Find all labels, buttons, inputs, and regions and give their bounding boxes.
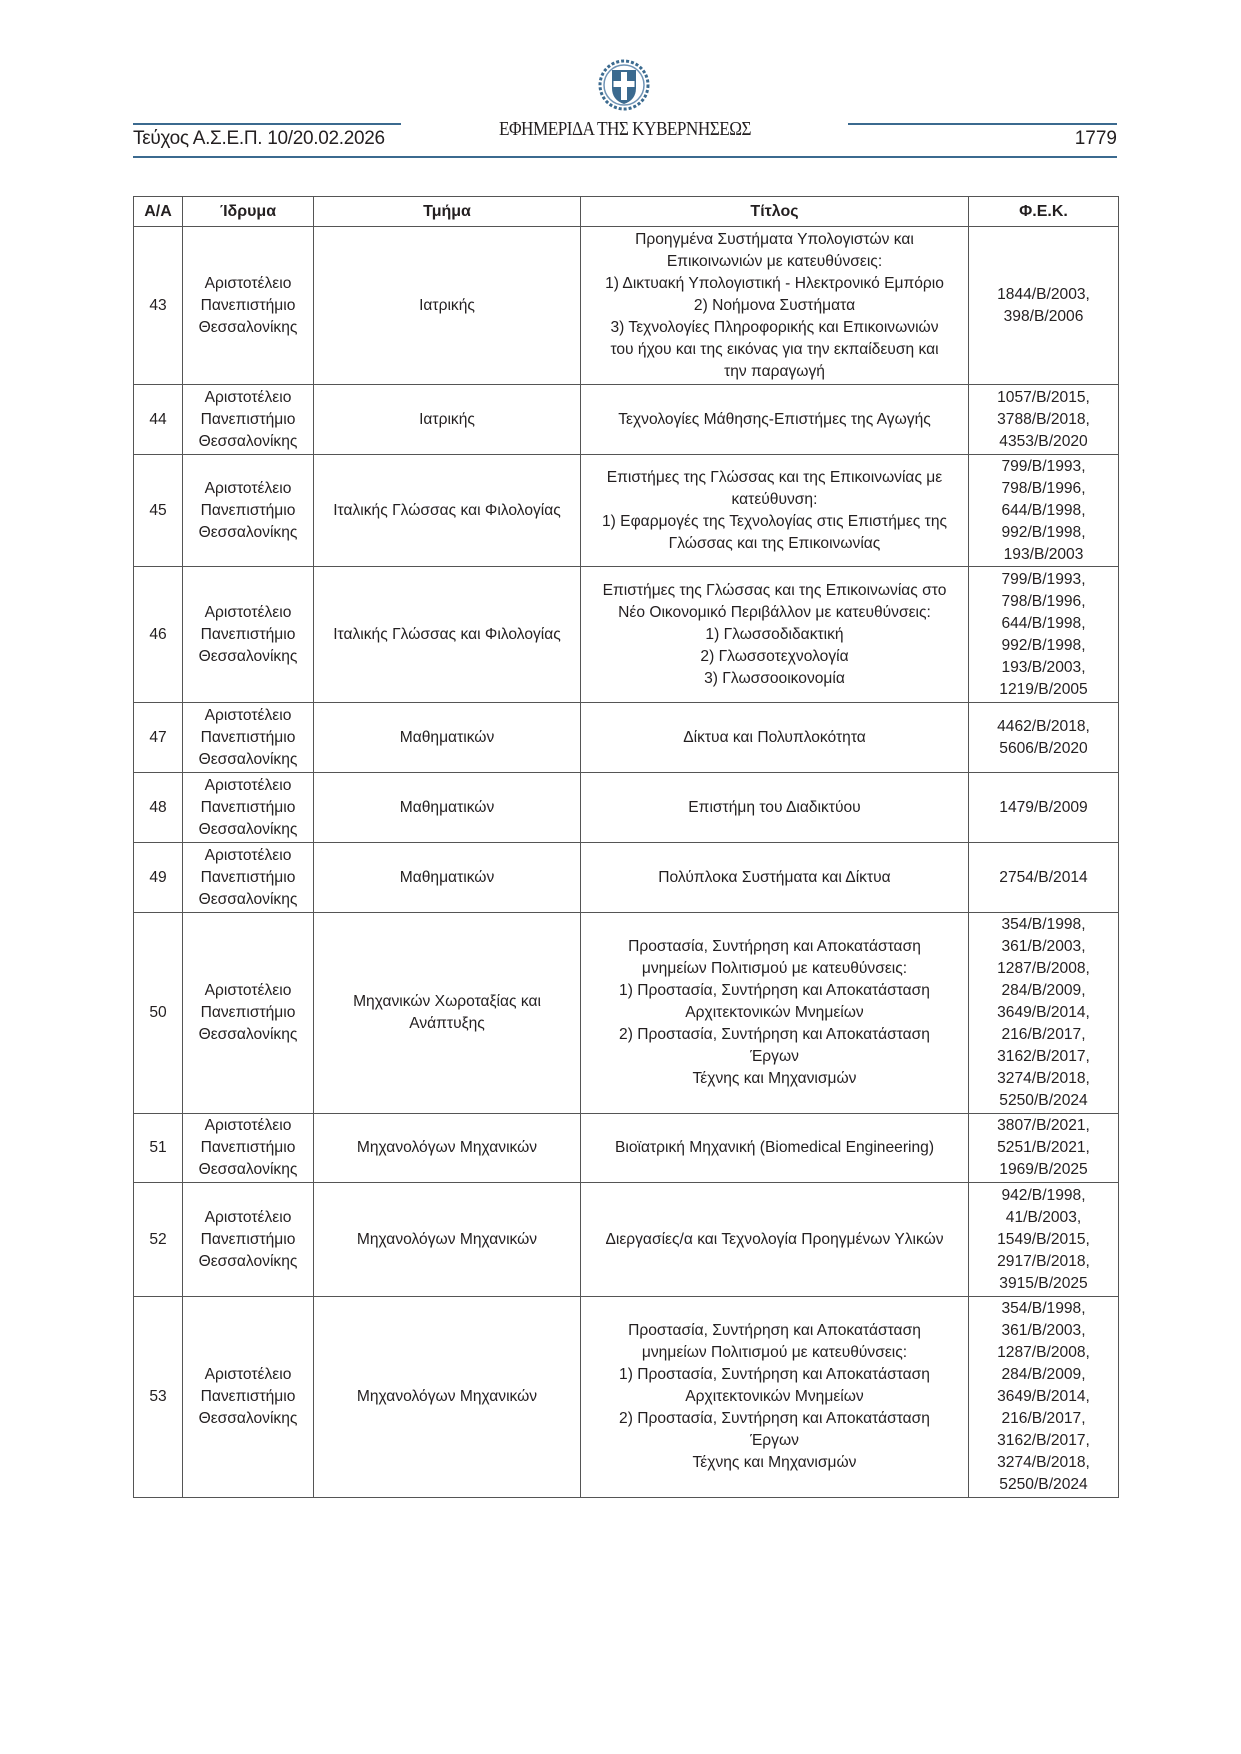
row-fek-line: 798/Β/1996, — [1001, 479, 1086, 497]
row-fek-line: 1549/Β/2015, — [997, 1230, 1090, 1248]
row-fek-line: 799/Β/1993, — [1001, 457, 1086, 475]
row-title-line: Προστασία, Συντήρηση και Αποκατάσταση — [628, 1322, 921, 1339]
row-title-line: του ήχου και της εικόνας για την εκπαίδευση και — [610, 340, 939, 358]
row-fek-line: 398/Β/2006 — [1003, 307, 1084, 325]
issue-label: Τεύχος Α.Σ.Ε.Π. 10/20.02.2026 — [133, 128, 385, 149]
row-title-line: Επιστήμη του Διαδικτύου — [688, 798, 861, 816]
row-institution — [183, 1297, 314, 1498]
row-title-line: Πολύπλοκα Συστήματα και Δίκτυα — [658, 868, 891, 886]
row-department-line: Μαθηματικών — [399, 868, 495, 886]
row-title-line: κατεύθυνση: — [731, 490, 818, 508]
table-row — [134, 1183, 1119, 1297]
row-number: 48 — [134, 773, 183, 843]
row-fek-line: 4353/Β/2020 — [999, 432, 1088, 450]
row-institution-line: Πανεπιστήμιο — [200, 1139, 296, 1156]
row-title-line: Επιστήμες της Γλώσσας και της Επικοινωνίας στο — [602, 581, 947, 599]
row-title-line: Βιοϊατρική Μηχανική (Biomedical Engineering) — [614, 1139, 935, 1156]
row-fek-line: 799/Β/1993, — [1001, 570, 1086, 588]
row-title — [581, 913, 969, 1114]
row-fek — [969, 1183, 1119, 1297]
row-fek-line: 3915/Β/2025 — [999, 1274, 1088, 1292]
row-department-line: Ιταλικής Γλώσσας και Φιλολογίας — [333, 501, 561, 519]
row-title-line: 2) Προστασία, Συντήρηση και Αποκατάσταση — [619, 1026, 930, 1043]
row-title-line: Επικοινωνιών με κατευθύνσεις: — [666, 252, 883, 270]
row-institution — [183, 773, 314, 843]
row-institution-line: Αριστοτέλειο — [204, 982, 292, 999]
header-rule-bottom — [133, 156, 1117, 158]
row-department-line: Μαθηματικών — [399, 728, 495, 746]
row-department — [314, 567, 581, 703]
row-title-line: 3) Τεχνολογίες Πληροφορικής και Επικοινωνιών — [610, 318, 939, 336]
row-number: 44 — [134, 385, 183, 455]
column-header-aa: Α/Α — [134, 197, 183, 227]
row-fek-line: 3274/Β/2018, — [997, 1070, 1090, 1087]
row-title-line: Τεχνολογίες Μάθησης-Επιστήμες της Αγωγής — [618, 410, 931, 428]
row-fek — [969, 385, 1119, 455]
row-institution — [183, 567, 314, 703]
row-institution-line: Αριστοτέλειο — [204, 388, 292, 406]
column-header-institution: Ίδρυμα — [183, 197, 314, 227]
row-fek — [969, 227, 1119, 385]
row-number: 43 — [134, 227, 183, 385]
row-fek-line: 3162/Β/2017, — [997, 1048, 1090, 1065]
row-institution-line: Αριστοτέλειο — [204, 706, 292, 724]
row-fek-line: 216/Β/2017, — [1001, 1026, 1086, 1043]
row-department — [314, 455, 581, 567]
table-row — [134, 843, 1119, 913]
row-title-line: μνημείων Πολιτισμού με κατευθύνσεις: — [641, 1344, 908, 1361]
table-body — [134, 227, 1119, 1498]
row-title-line: Αρχιτεκτονικών Μνημείων — [685, 1388, 864, 1405]
row-institution-line: Θεσσαλονίκης — [198, 647, 298, 665]
row-department — [314, 843, 581, 913]
row-fek-line: 1844/Β/2003, — [997, 285, 1090, 303]
row-institution-line: Αριστοτέλειο — [204, 274, 292, 292]
gazette-title: ΕΦΗΜΕΡΙΔΑ ΤΗΣ ΚΥΒΕΡΝΗΣΕΩΣ — [498, 118, 752, 140]
row-fek-line: 1057/Β/2015, — [997, 388, 1090, 406]
row-fek — [969, 1114, 1119, 1183]
row-institution-line: Πανεπιστήμιο — [200, 868, 296, 886]
row-institution-line: Πανεπιστήμιο — [200, 296, 296, 314]
row-title — [581, 1183, 969, 1297]
programs-table — [133, 196, 1119, 1498]
row-title — [581, 773, 969, 843]
row-fek-line: 1287/Β/2008, — [997, 1344, 1090, 1361]
row-number: 47 — [134, 703, 183, 773]
row-fek-line: 5250/Β/2024 — [999, 1092, 1088, 1109]
row-fek-line: 992/Β/1998, — [1001, 636, 1086, 654]
row-number: 51 — [134, 1114, 183, 1183]
row-institution-line: Θεσσαλονίκης — [198, 1410, 298, 1427]
row-fek-line: 3649/Β/2014, — [997, 1388, 1090, 1405]
row-fek-line: 361/Β/2003, — [1001, 938, 1086, 955]
table-row — [134, 227, 1119, 385]
header-rule-left — [133, 123, 401, 125]
row-institution — [183, 455, 314, 567]
row-title — [581, 455, 969, 567]
row-department-line: Μηχανικών Χωροταξίας και — [353, 993, 541, 1010]
row-fek — [969, 703, 1119, 773]
table-row — [134, 773, 1119, 843]
row-fek-line: 361/Β/2003, — [1001, 1322, 1086, 1339]
row-fek-line: 5250/Β/2024 — [999, 1476, 1088, 1493]
row-title-line: 2) Νοήμονα Συστήματα — [693, 296, 856, 314]
greek-coat-of-arms-icon — [596, 58, 652, 114]
row-institution — [183, 1114, 314, 1183]
row-fek-line: 3807/Β/2021, — [997, 1117, 1090, 1134]
row-fek-line: 4462/Β/2018, — [997, 717, 1090, 735]
row-fek-line: 2754/Β/2014 — [999, 868, 1088, 886]
row-title-line: 1) Γλωσσοδιδακτική — [705, 625, 844, 643]
row-fek-line: 644/Β/1998, — [1001, 501, 1086, 519]
table-row — [134, 1297, 1119, 1498]
row-institution — [183, 843, 314, 913]
row-title-line: Διεργασίες/α και Τεχνολογία Προηγμένων Υλικών — [605, 1230, 944, 1248]
row-institution — [183, 1183, 314, 1297]
row-fek-line: 1287/Β/2008, — [997, 960, 1090, 977]
row-fek-line: 5251/Β/2021, — [997, 1139, 1090, 1156]
row-title — [581, 843, 969, 913]
row-title-line: 1) Εφαρμογές της Τεχνολογίας στις Επιστήμες της — [601, 512, 948, 530]
row-title-line: Τέχνης και Μηχανισμών — [692, 1070, 857, 1087]
row-title — [581, 1114, 969, 1183]
table-row — [134, 913, 1119, 1114]
row-fek-line: 193/Β/2003, — [1001, 658, 1086, 676]
row-department — [314, 703, 581, 773]
table-row — [134, 703, 1119, 773]
row-number: 53 — [134, 1297, 183, 1498]
row-fek — [969, 455, 1119, 567]
row-fek-line: 3162/Β/2017, — [997, 1432, 1090, 1449]
row-title-line: 2) Προστασία, Συντήρηση και Αποκατάσταση — [619, 1410, 930, 1427]
row-fek-line: 5606/Β/2020 — [999, 739, 1088, 757]
row-title — [581, 1297, 969, 1498]
row-title-line: 3) Γλωσσοοικονομία — [704, 669, 845, 687]
row-title-line: 1) Προστασία, Συντήρηση και Αποκατάσταση — [619, 982, 930, 999]
row-department-line: Ιατρικής — [419, 410, 475, 428]
row-title-line: μνημείων Πολιτισμού με κατευθύνσεις: — [641, 960, 908, 977]
row-fek-line: 3274/Β/2018, — [997, 1454, 1090, 1471]
row-institution-line: Αριστοτέλειο — [204, 1366, 292, 1383]
row-title — [581, 385, 969, 455]
row-title-line: Τέχνης και Μηχανισμών — [692, 1454, 857, 1471]
row-institution-line: Αριστοτέλειο — [204, 1117, 292, 1134]
row-title-line: Γλώσσας και της Επικοινωνίας — [668, 534, 881, 552]
row-institution-line: Πανεπιστήμιο — [200, 625, 296, 643]
row-title-line: Επιστήμες της Γλώσσας και της Επικοινωνίας με — [606, 468, 943, 486]
row-fek — [969, 1297, 1119, 1498]
row-title-line: Προστασία, Συντήρηση και Αποκατάσταση — [628, 938, 921, 955]
row-fek — [969, 773, 1119, 843]
row-department — [314, 385, 581, 455]
row-fek-line: 1479/Β/2009 — [999, 798, 1088, 816]
row-number: 49 — [134, 843, 183, 913]
row-institution-line: Θεσσαλονίκης — [198, 1161, 298, 1178]
row-department-line: Μηχανολόγων Μηχανικών — [356, 1230, 538, 1248]
row-fek-line: 41/Β/2003, — [1005, 1208, 1082, 1226]
row-institution — [183, 703, 314, 773]
table-header-row — [134, 197, 1119, 227]
column-header-fek: Φ.Ε.Κ. — [969, 197, 1119, 227]
row-institution-line: Θεσσαλονίκης — [198, 890, 298, 908]
row-institution-line: Θεσσαλονίκης — [198, 750, 298, 768]
row-fek-line: 644/Β/1998, — [1001, 614, 1086, 632]
column-header-title: Τίτλος — [581, 197, 969, 227]
row-institution-line: Πανεπιστήμιο — [200, 501, 296, 519]
row-fek-line: 1969/Β/2025 — [999, 1161, 1088, 1178]
row-title — [581, 703, 969, 773]
row-institution-line: Πανεπιστήμιο — [200, 1388, 296, 1405]
row-fek-line: 992/Β/1998, — [1001, 523, 1086, 541]
row-fek-line: 3788/Β/2018, — [997, 410, 1090, 428]
row-number: 52 — [134, 1183, 183, 1297]
row-number: 46 — [134, 567, 183, 703]
row-institution — [183, 913, 314, 1114]
row-institution-line: Θεσσαλονίκης — [198, 1252, 298, 1270]
row-fek-line: 284/Β/2009, — [1001, 982, 1086, 999]
row-title-line: Νέο Οικονομικό Περιβάλλον με κατευθύνσεις: — [618, 603, 931, 621]
row-department — [314, 1183, 581, 1297]
row-institution — [183, 227, 314, 385]
row-institution-line: Πανεπιστήμιο — [200, 728, 296, 746]
row-institution-line: Αριστοτέλειο — [204, 1208, 292, 1226]
row-department-line: Ανάπτυξης — [409, 1015, 485, 1032]
row-title — [581, 567, 969, 703]
row-department — [314, 227, 581, 385]
row-title-line: Δίκτυα και Πολυπλοκότητα — [683, 728, 866, 746]
row-department-line: Ιατρικής — [419, 296, 475, 314]
row-institution-line: Θεσσαλονίκης — [198, 432, 298, 450]
table-row — [134, 567, 1119, 703]
row-department-line: Μηχανολόγων Μηχανικών — [356, 1139, 538, 1156]
table-row — [134, 455, 1119, 567]
row-institution-line: Πανεπιστήμιο — [200, 410, 296, 428]
row-fek — [969, 913, 1119, 1114]
row-department — [314, 773, 581, 843]
row-fek-line: 798/Β/1996, — [1001, 592, 1086, 610]
row-fek-line: 3649/Β/2014, — [997, 1004, 1090, 1021]
row-department-line: Ιταλικής Γλώσσας και Φιλολογίας — [333, 625, 561, 643]
row-title-line: 2) Γλωσσοτεχνολογία — [700, 647, 849, 665]
row-department-line: Μαθηματικών — [399, 798, 495, 816]
row-institution-line: Πανεπιστήμιο — [200, 1004, 296, 1021]
row-institution-line: Θεσσαλονίκης — [198, 318, 298, 336]
row-fek-line: 354/Β/1998, — [1001, 1300, 1086, 1317]
row-institution — [183, 385, 314, 455]
row-fek-line: 193/Β/2003 — [1003, 545, 1084, 563]
row-institution-line: Θεσσαλονίκης — [198, 1026, 298, 1043]
row-fek — [969, 843, 1119, 913]
row-department — [314, 1114, 581, 1183]
row-title-line: Προηγμένα Συστήματα Υπολογιστών και — [635, 230, 914, 248]
row-number: 45 — [134, 455, 183, 567]
row-institution-line: Αριστοτέλειο — [204, 776, 292, 794]
row-title-line: 1) Προστασία, Συντήρηση και Αποκατάσταση — [619, 1366, 930, 1383]
row-fek — [969, 567, 1119, 703]
row-title-line: Έργων — [750, 1048, 799, 1065]
row-title — [581, 227, 969, 385]
row-fek-line: 354/Β/1998, — [1001, 916, 1086, 933]
row-title-line: Αρχιτεκτονικών Μνημείων — [685, 1004, 864, 1021]
row-title-line: Έργων — [750, 1432, 799, 1449]
row-department — [314, 913, 581, 1114]
row-department — [314, 1297, 581, 1498]
table-row — [134, 385, 1119, 455]
column-header-department: Τμήμα — [314, 197, 581, 227]
row-institution-line: Πανεπιστήμιο — [200, 798, 296, 816]
row-institution-line: Αριστοτέλειο — [204, 603, 292, 621]
row-institution-line: Θεσσαλονίκης — [198, 523, 298, 541]
row-department-line: Μηχανολόγων Μηχανικών — [356, 1388, 538, 1405]
row-fek-line: 2917/Β/2018, — [997, 1252, 1090, 1270]
table-row — [134, 1114, 1119, 1183]
row-institution-line: Αριστοτέλειο — [204, 846, 292, 864]
row-fek-line: 284/Β/2009, — [1001, 1366, 1086, 1383]
page-number: 1779 — [1074, 128, 1117, 149]
row-institution-line: Θεσσαλονίκης — [198, 820, 298, 838]
row-fek-line: 1219/Β/2005 — [999, 680, 1088, 698]
row-title-line: την παραγωγή — [724, 362, 825, 380]
row-number: 50 — [134, 913, 183, 1114]
row-institution-line: Αριστοτέλειο — [204, 479, 292, 497]
row-fek-line: 216/Β/2017, — [1001, 1410, 1086, 1427]
header-rule-right — [848, 123, 1117, 125]
row-fek-line: 942/Β/1998, — [1001, 1186, 1086, 1204]
row-title-line: 1) Δικτυακή Υπολογιστική - Ηλεκτρονικό Εμπόριο — [605, 274, 944, 292]
row-institution-line: Πανεπιστήμιο — [200, 1230, 296, 1248]
